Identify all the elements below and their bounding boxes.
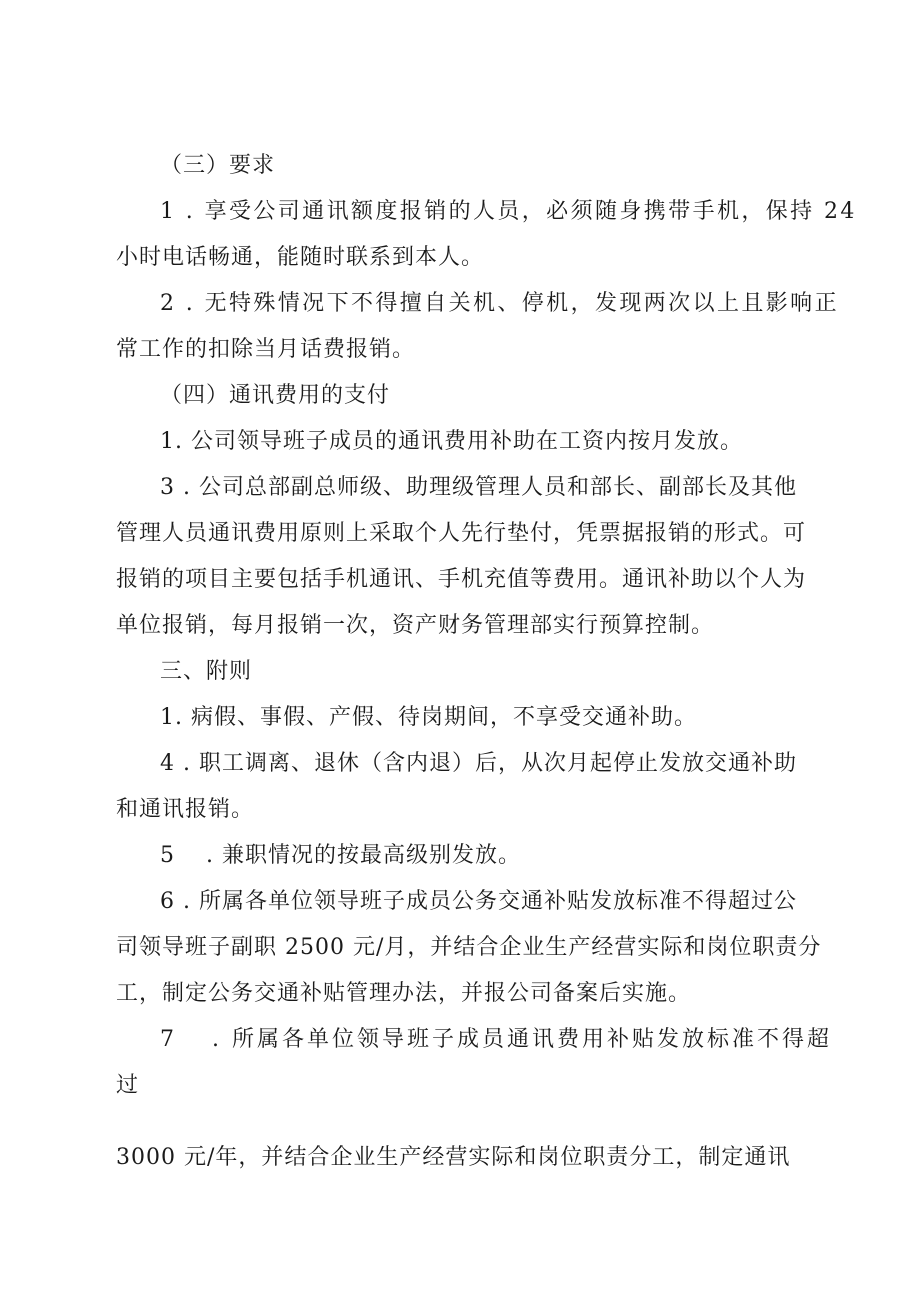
paragraph-line: 司领导班子副职 2500 元/月，并结合企业生产经营实际和岗位职责分 [116,935,822,960]
paragraph-line: 3 . 公司总部副总师级、助理级管理人员和部长、副部长及其他 [160,475,797,500]
paragraph-line: 管理人员通讯费用原则上采取个人先行垫付，凭票据报销的形式。可 [116,521,807,546]
paragraph-line: 和通讯报销。 [116,797,255,822]
paragraph-line: 6 . 所属各单位领导班子成员公务交通补贴发放标准不得超过公 [160,889,797,914]
paragraph-line: 2 . 无特殊情况下不得擅自关机、停机，发现两次以上且影响正 [160,291,839,316]
section-heading-supplementary: 三、附则 [160,659,253,684]
paragraph-line: 1. 公司领导班子成员的通讯费用补助在工资内按月发放。 [160,429,743,454]
paragraph-line: 过 [116,1073,140,1098]
section-heading-comm-payment: （四）通讯费用的支付 [160,383,391,408]
paragraph-line: 4 . 职工调离、退休（含内退）后，从次月起停止发放交通补助 [160,751,797,776]
paragraph-line: 1 . 享受公司通讯额度报销的人员，必须随身携带手机，保持 24 [160,199,857,224]
section-heading-requirements: （三）要求 [160,153,276,178]
paragraph-line: 3000 元/年，并结合企业生产经营实际和岗位职责分工，制定通讯 [116,1145,791,1170]
paragraph-line: 常工作的扣除当月话费报销。 [116,337,416,362]
paragraph-line: 小时电话畅通，能随时联系到本人。 [116,245,485,270]
paragraph-line: 5 . 兼职情况的按最高级别发放。 [160,843,521,868]
paragraph-line: 工，制定公务交通补贴管理办法，并报公司备案后实施。 [116,981,692,1006]
paragraph-line: 报销的项目主要包括手机通讯、手机充值等费用。通讯补助以个人为 [116,567,807,592]
paragraph-line: 7 . 所属各单位领导班子成员通讯费用补贴发放标准不得超 [160,1027,832,1052]
paragraph-line: 单位报销，每月报销一次，资产财务管理部实行预算控制。 [116,613,715,638]
paragraph-line: 1. 病假、事假、产假、待岗期间，不享受交通补助。 [160,705,697,730]
